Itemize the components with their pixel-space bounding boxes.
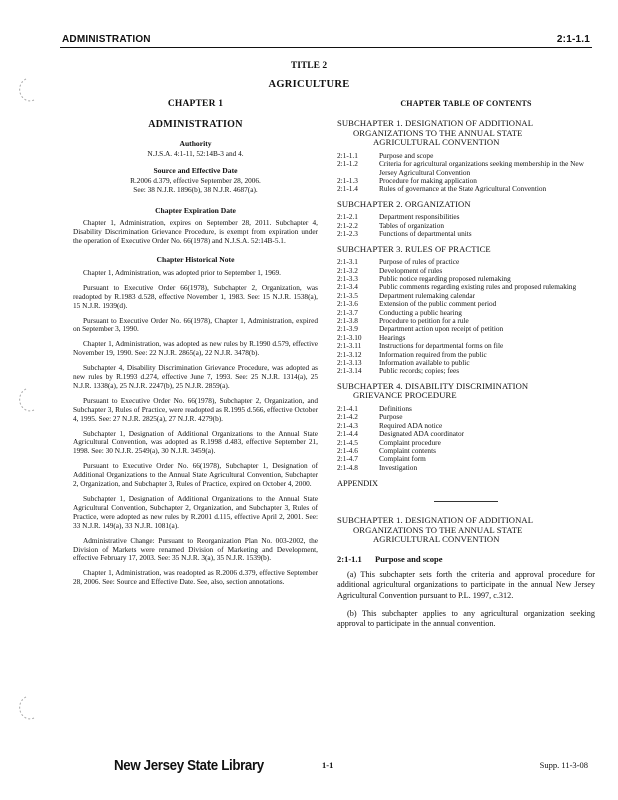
history-note: Administrative Change: Pursuant to Reorganization Plan No. 003-2002, the Division of Markets were renamed Division of Marketing and Development, effective February 17, 2003. See: 35 N.J.R. 3(a), 35 N.J.R. 1539(b). <box>73 535 318 563</box>
running-header-left: ADMINISTRATION <box>62 34 151 45</box>
toc-entry-number: 2:1-4.6 <box>337 446 358 456</box>
toc-entry-number: 2:1-4.8 <box>337 462 358 472</box>
toc-entry[interactable] <box>337 213 595 221</box>
toc-entry-title: Procedure for making application <box>379 175 477 185</box>
toc-entry[interactable] <box>337 367 595 375</box>
toc-subchapter-heading[interactable]: SUBCHAPTER 1. DESIGNATION OF ADDITIONAL ORGANIZATIONS TO THE ANNUAL STATE AGRICULTURAL CONVENTION <box>337 117 534 148</box>
toc-entry[interactable] <box>337 464 595 472</box>
table-of-contents <box>337 119 595 472</box>
left-column <box>73 100 318 593</box>
toc-entry-title: Procedure to petition for a rule <box>379 315 469 325</box>
toc-entry[interactable] <box>337 160 595 177</box>
toc-entry-number: 2:1-3.12 <box>337 349 362 359</box>
supplement-date: Supp. 11-3-08 <box>539 760 588 770</box>
toc-entry-number: 2:1-3.7 <box>337 307 358 317</box>
source-heading: Source and Effective Date <box>153 165 238 175</box>
toc-subchapter-heading[interactable]: SUBCHAPTER 2. ORGANIZATION <box>337 198 471 209</box>
history-note: Pursuant to Executive Order 66(1978), Subchapter 2, Organization, was readopted by R.1983 d.528, effective November 1, 1983. See: 15 N.J.R. 1538(a), 15 N.J.R. 1939(d). <box>73 282 318 310</box>
toc-entry[interactable] <box>337 230 595 238</box>
toc-entry[interactable] <box>337 405 595 413</box>
header-rule <box>60 47 592 48</box>
expiration-heading: Chapter Expiration Date <box>155 206 236 216</box>
toc-entry-number: 2:1-1.3 <box>337 175 358 185</box>
punch-hole-icon <box>16 76 38 104</box>
toc-entry-title: Complaint contents <box>379 446 436 456</box>
history-heading: Chapter Historical Note <box>156 254 235 264</box>
section-title: Purpose and scope <box>375 553 443 564</box>
paragraph-a: (a) This subchapter sets forth the criteria and approval procedure for additional agricultural organizations to participate in the annual New Jersey Agricultural Convention pursuant to P.L. 1997, c.312. <box>337 569 595 600</box>
toc-entry-number: 2:1-3.2 <box>337 265 358 275</box>
history-note: Pursuant to Executive Order No. 66(1978), Subchapter 1, Designation of Additional Organizations to the Annual State Agricultural Convention, Subchapter 2, Organization, and Subchapter 3, Rules of Practice, expired on October 4, 2000. <box>73 461 318 489</box>
toc-entry-number: 2:1-1.1 <box>337 150 358 160</box>
section-heading <box>337 555 595 564</box>
toc-entry[interactable] <box>337 455 595 463</box>
toc-entry-title: Instructions for departmental forms on file <box>379 341 504 351</box>
toc-entry-number: 2:1-4.2 <box>337 412 358 422</box>
history-note: Pursuant to Executive Order No. 66(1978), Chapter 1, Administration, expired on September 3, 1990. <box>73 315 318 334</box>
toc-entry-title: Investigation <box>379 462 418 472</box>
toc-entry-title: Tables of organization <box>379 220 445 230</box>
toc-entry-title: Criteria for agricultural organizations seeking membership in the New Jersey Agricultural Convention <box>379 159 584 177</box>
toc-entry-number: 2:1-2.3 <box>337 229 358 239</box>
toc-entry-title: Required ADA notice <box>379 420 443 430</box>
toc-entry-title: Definitions <box>379 404 412 413</box>
toc-entry-number: 2:1-3.4 <box>337 282 358 292</box>
toc-entry-number: 2:1-3.10 <box>337 332 362 342</box>
history-note: Subchapter 4, Disability Discrimination Grievance Procedure, was adopted as new rules by R.1993 d.274, effective June 7, 1993. See: 25 N.J.R. 1314(a), 25 N.J.R. 1338(a), 25 N.J.R. 2247(b), 25 N.J.R. 2859(a). <box>73 363 318 390</box>
toc-entry-title: Department rulemaking calendar <box>379 290 476 300</box>
toc-entry-title: Rules of governance at the State Agricultural Convention <box>379 184 547 194</box>
toc-entry[interactable] <box>337 447 595 455</box>
history-note: Chapter 1, Administration, was readopted as R.2006 d.379, effective September 28, 2006. See: Source and Effective Date. See, also, section annotations. <box>73 568 318 587</box>
toc-entry-title: Development of rules <box>379 265 443 275</box>
toc-subchapter-heading[interactable]: SUBCHAPTER 4. DISABILITY DISCRIMINATION GRIEVANCE PROCEDURE <box>337 380 529 401</box>
toc-entry-title: Public notice regarding proposed rulemaking <box>379 273 511 283</box>
toc-section-list <box>337 213 595 238</box>
toc-entry-number: 2:1-3.14 <box>337 366 362 376</box>
toc-entry-title: Purpose <box>379 412 403 422</box>
toc-entry[interactable] <box>337 430 595 438</box>
toc-entry[interactable] <box>337 413 595 421</box>
toc-entry-number: 2:1-1.2 <box>337 159 358 169</box>
toc-entry-number: 2:1-3.1 <box>337 257 358 267</box>
toc-entry[interactable] <box>337 439 595 447</box>
section-number: 2:1-1.1 <box>337 553 362 564</box>
toc-entry-title: Information required from the public <box>379 349 487 359</box>
library-watermark: New Jersey State Library <box>114 758 264 774</box>
toc-entry-title: Information available to public <box>379 358 470 367</box>
history-note: Chapter 1, Administration, was adopted as new rules by R.1990 d.579, effective November 19, 1990. See: 22 N.J.R. 2865(a), 22 N.J.R. 3478(b). <box>73 339 318 358</box>
toc-entry-number: 2:1-4.1 <box>337 404 358 413</box>
toc-entry-title: Hearings <box>379 332 406 342</box>
toc-entry-number: 2:1-3.9 <box>337 324 358 334</box>
expiration-text: Chapter 1, Administration, expires on September 28, 2011. Subchapter 4, Disability Discrimination Grievance Procedure, is exempt from expiration under the operation of Executive Order No. 66(1978) and N.J.S.A. 52:14B-5.1. <box>73 218 318 246</box>
toc-entry-title: Purpose of rules of practice <box>379 257 460 267</box>
history-notes <box>73 269 318 587</box>
toc-entry-title: Complaint procedure <box>379 437 441 447</box>
source-line: See: 38 N.J.R. 1896(b), 38 N.J.R. 4687(a). <box>133 185 258 195</box>
toc-section-list <box>337 258 595 376</box>
title-line: TITLE 2 <box>290 61 328 71</box>
toc-entry-number: 2:1-3.5 <box>337 290 358 300</box>
history-note: Subchapter 1, Designation of Additional Organizations to the Annual State Agricultural Convention, Subchapter 2, Organization, and Subchapter 3, Rules of Practice, were adopted as new rules by R.2001 d.115, effective April 2, 2001. See: 33 N.J.R. 149(a), 33 N.J.R. 1081(a). <box>73 494 318 530</box>
authority-text: N.J.S.A. 4:1-11, 52:14B-3 and 4. <box>147 148 244 158</box>
toc-entry-number: 2:1-3.3 <box>337 273 358 283</box>
toc-entry-title: Purpose and scope <box>379 150 434 160</box>
toc-heading: CHAPTER TABLE OF CONTENTS <box>400 99 532 108</box>
subchapter-heading: SUBCHAPTER 1. DESIGNATION OF ADDITIONAL ORGANIZATIONS TO THE ANNUAL STATE AGRICULTURAL CONVENTION <box>337 515 534 545</box>
history-note: Chapter 1, Administration, was adopted prior to September 1, 1969. <box>83 267 281 277</box>
toc-entry-number: 2:1-4.4 <box>337 429 358 439</box>
toc-entry-number: 2:1-3.6 <box>337 299 358 309</box>
toc-subchapter-heading[interactable]: SUBCHAPTER 3. RULES OF PRACTICE <box>337 243 491 254</box>
toc-entry-title: Functions of departmental units <box>379 229 472 239</box>
history-note: Subchapter 1, Designation of Additional Organizations to the Annual State Agricultural Convention, was adopted as R.1998 d.483, effective September 21, 1998. See: 30 N.J.R. 2549(a), 30 N.J.R. 3459(a). <box>73 428 318 456</box>
toc-entry-title: Public comments regarding existing rules and proposed rulemaking <box>379 282 577 292</box>
toc-entry-number: 2:1-3.8 <box>337 315 358 325</box>
toc-entry[interactable] <box>337 325 595 333</box>
toc-entry-title: Department responsibilities <box>379 212 460 222</box>
toc-entry-title: Conducting a public hearing <box>379 307 462 317</box>
chapter-title: ADMINISTRATION <box>148 118 243 130</box>
subject-heading: AGRICULTURE <box>268 79 350 90</box>
source-line: R.2006 d.379, effective September 28, 2006. <box>130 175 261 185</box>
toc-entry-title: Public records; copies; fees <box>379 366 460 376</box>
toc-entry-title: Designated ADA coordinator <box>379 429 465 439</box>
paragraph-b: (b) This subchapter applies to any agricultural organization seeking approval to participate in the annual convention. <box>337 609 595 629</box>
toc-entry[interactable] <box>337 359 595 367</box>
toc-entry-number: 2:1-4.5 <box>337 437 358 447</box>
toc-entry-number: 2:1-2.1 <box>337 212 358 222</box>
page-number: 1-1 <box>322 760 334 770</box>
toc-entry-number: 2:1-1.4 <box>337 184 358 194</box>
toc-entry-number: 2:1-3.13 <box>337 358 362 367</box>
toc-entry-title: Complaint form <box>379 454 426 464</box>
toc-entry-title: Extension of the public comment period <box>379 299 497 309</box>
toc-appendix[interactable]: APPENDIX <box>337 479 379 489</box>
toc-entry-number: 2:1-4.3 <box>337 420 358 430</box>
toc-entry[interactable] <box>337 258 595 266</box>
running-header-right: 2:1-1.1 <box>556 34 590 45</box>
section-divider <box>434 501 498 502</box>
authority-heading: Authority <box>179 138 212 148</box>
toc-entry-title: Department action upon receipt of petition <box>379 324 504 334</box>
toc-entry-number: 2:1-4.7 <box>337 454 358 464</box>
toc-entry-number: 2:1-2.2 <box>337 220 358 230</box>
history-note: Pursuant to Executive Order No. 66(1978), Subchapter 2, Organization, and Subchapter 3, Rules of Practice, were readopted as R.1995 d.566, effective October 4, 1995. See: 27 N.J.R. 2825(a), 27 N.J.R. 4279(b). <box>73 395 318 423</box>
punch-hole-icon <box>16 386 38 414</box>
chapter-label: CHAPTER 1 <box>167 99 224 109</box>
toc-entry-number: 2:1-3.11 <box>337 341 362 351</box>
punch-hole-icon <box>16 694 38 722</box>
toc-section-list <box>337 405 595 472</box>
right-column <box>337 100 595 630</box>
toc-section-list <box>337 152 595 194</box>
toc-entry[interactable] <box>337 185 595 193</box>
toc-entry[interactable] <box>337 300 595 308</box>
toc-entry[interactable] <box>337 422 595 430</box>
